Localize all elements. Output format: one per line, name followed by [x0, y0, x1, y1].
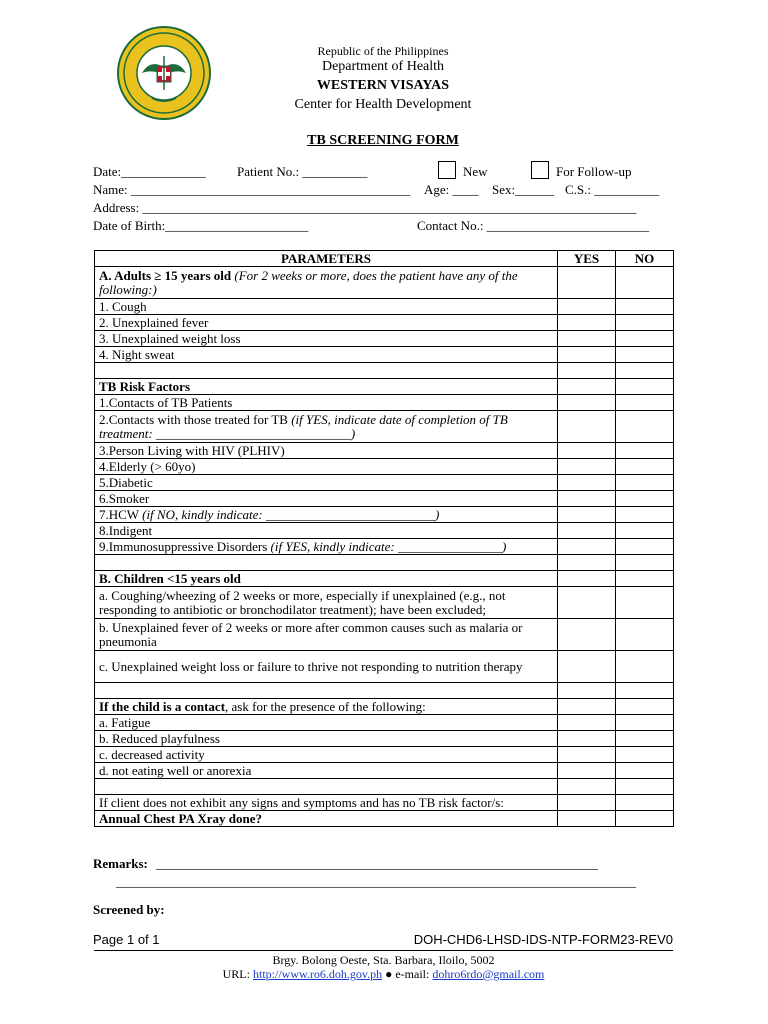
table-row	[95, 315, 674, 331]
no-cell[interactable]	[616, 475, 674, 491]
spacer-row	[95, 683, 674, 699]
yes-cell[interactable]	[558, 347, 616, 363]
no-cell[interactable]	[616, 347, 674, 363]
col-no: NO	[616, 251, 674, 267]
remarks-line-2[interactable]: ________________________________________________________________________________	[116, 874, 636, 889]
table-row	[95, 395, 674, 411]
page-number: Page 1 of 1	[93, 932, 160, 947]
xray-row: Annual Chest PA Xray done?	[95, 811, 558, 827]
contact-item: b. Reduced playfulness	[95, 731, 558, 747]
contact-field[interactable]: Contact No.: _________________________	[417, 218, 650, 233]
risk-item-note: (if NO, kindly indicate: __________________________)	[142, 506, 440, 522]
risk-item: 8.Indigent	[95, 523, 558, 539]
follow-up-label: For Follow-up	[556, 164, 632, 179]
table-row	[95, 651, 674, 683]
no-cell[interactable]	[616, 587, 674, 619]
table-row	[95, 539, 674, 555]
table-row	[95, 331, 674, 347]
yes-cell[interactable]	[558, 747, 616, 763]
risk-item: 9.Immunosuppressive Disorders	[99, 538, 268, 554]
no-cell[interactable]	[616, 379, 674, 395]
new-label: New	[463, 164, 488, 179]
no-cell[interactable]	[616, 731, 674, 747]
risk-item: 5.Diabetic	[95, 475, 558, 491]
parameters-table	[94, 250, 674, 827]
table-row	[95, 731, 674, 747]
yes-cell[interactable]	[558, 411, 616, 443]
yes-cell[interactable]	[558, 475, 616, 491]
yes-cell[interactable]	[558, 811, 616, 827]
footer-address: Brgy. Bolong Oeste, Sta. Barbara, Iloilo, 5002	[272, 953, 495, 967]
email-link[interactable]: dohro6rdo@gmail.com	[432, 967, 545, 981]
no-cell[interactable]	[616, 619, 674, 651]
url-link[interactable]: http://www.ro6.doh.gov.ph	[252, 967, 383, 981]
header-region: WESTERN VISAYAS	[316, 78, 450, 93]
yes-cell[interactable]	[558, 715, 616, 731]
cs-field[interactable]: C.S.: __________	[565, 182, 660, 197]
yes-cell[interactable]	[558, 731, 616, 747]
no-cell[interactable]	[616, 523, 674, 539]
screened-by-label: Screened by:	[93, 902, 165, 917]
child-item: b. Unexplained fever of 2 weeks or more after common causes such as malaria or pneumonia	[95, 619, 558, 651]
contact-heading-rest: , ask for the presence of the following:	[225, 698, 426, 714]
age-field[interactable]: Age: ____	[424, 182, 479, 197]
table-row	[95, 747, 674, 763]
table-row	[95, 347, 674, 363]
table-row	[95, 379, 674, 395]
yes-cell[interactable]	[558, 587, 616, 619]
no-cell[interactable]	[616, 459, 674, 475]
no-cell[interactable]	[616, 267, 674, 299]
table-row	[95, 795, 674, 811]
table-row	[95, 699, 674, 715]
spacer-row	[95, 779, 674, 795]
adult-item: 1. Cough	[95, 299, 558, 315]
table-row	[95, 299, 674, 315]
children-heading: B. Children <15 years old	[95, 571, 558, 587]
adults-heading: A. Adults ≥ 15 years old	[99, 267, 232, 283]
risk-item-note: (if YES, kindly indicate: ________________)	[270, 538, 507, 554]
doh-seal	[117, 26, 211, 120]
col-parameters: PARAMETERS	[95, 251, 558, 267]
table-row	[95, 571, 674, 587]
email-label: e-mail:	[395, 967, 430, 981]
contact-heading: If the child is a contact	[99, 698, 226, 714]
doh-seal-icon	[117, 26, 211, 120]
dob-field[interactable]: Date of Birth:______________________	[93, 218, 309, 233]
yes-cell[interactable]	[558, 267, 616, 299]
table-row	[95, 619, 674, 651]
yes-cell[interactable]	[558, 395, 616, 411]
risk-item: 7.HCW	[99, 506, 139, 522]
form-code: DOH-CHD6-LHSD-IDS-NTP-FORM23-REV0	[413, 932, 673, 947]
table-row	[95, 459, 674, 475]
no-cell[interactable]	[616, 811, 674, 827]
yes-cell[interactable]	[558, 523, 616, 539]
remarks-label: Remarks:	[93, 856, 148, 871]
yes-cell[interactable]	[558, 315, 616, 331]
adult-item: 4. Night sweat	[95, 347, 558, 363]
risk-item: 1.Contacts of TB Patients	[95, 395, 558, 411]
yes-cell[interactable]	[558, 699, 616, 715]
no-cell[interactable]	[616, 491, 674, 507]
no-cell[interactable]	[616, 763, 674, 779]
risk-item: 2.Contacts with those treated for TB	[99, 411, 288, 427]
child-item: c. Unexplained weight loss or failure to thrive not responding to nutrition therapy	[95, 651, 558, 683]
table-row	[95, 411, 674, 443]
col-yes: YES	[558, 251, 616, 267]
footer-contact-line	[94, 967, 673, 981]
table-row	[95, 587, 674, 619]
risk-item: 3.Person Living with HIV (PLHIV)	[95, 443, 558, 459]
no-cell[interactable]	[616, 507, 674, 523]
yes-cell[interactable]	[558, 763, 616, 779]
url-label: URL:	[222, 967, 250, 981]
yes-cell[interactable]	[558, 459, 616, 475]
yes-cell[interactable]	[558, 571, 616, 587]
table-row	[95, 443, 674, 459]
child-item: a. Coughing/wheezing of 2 weeks or more, especially if unexplained (e.g., not responding to antibiotic or bronchodilator treatment); have been excluded;	[95, 587, 558, 619]
risk-heading: TB Risk Factors	[95, 379, 558, 395]
risk-item: 6.Smoker	[95, 491, 558, 507]
yes-cell[interactable]	[558, 379, 616, 395]
header-center: Center for Health Development	[294, 97, 472, 112]
address-field[interactable]: Address: ____________________________________________________________________________	[93, 200, 637, 215]
spacer-row	[95, 363, 674, 379]
contact-item: d. not eating well or anorexia	[95, 763, 558, 779]
patient-no-field[interactable]: Patient No.: __________	[237, 164, 368, 179]
no-cell[interactable]	[616, 411, 674, 443]
no-cell[interactable]	[616, 331, 674, 347]
header-republic: Republic of the Philippines	[317, 44, 449, 58]
table-row	[95, 763, 674, 779]
risk-item-note: (if YES, indicate date of completion of TB treatment: ______________________________)	[99, 411, 508, 441]
risk-item: 4.Elderly (> 60yo)	[95, 459, 558, 475]
adult-item: 2. Unexplained fever	[95, 315, 558, 331]
header-department: Department of Health	[321, 59, 445, 74]
footer-divider	[94, 950, 673, 951]
yes-cell[interactable]	[558, 539, 616, 555]
yes-cell[interactable]	[558, 299, 616, 315]
table-row	[95, 491, 674, 507]
table-row	[95, 507, 674, 523]
no-cell[interactable]	[616, 715, 674, 731]
sex-field[interactable]: Sex:______	[492, 182, 555, 197]
no-signs-row: If client does not exhibit any signs and symptoms and has no TB risk factor/s:	[95, 795, 558, 811]
no-cell[interactable]	[616, 443, 674, 459]
new-checkbox[interactable]	[438, 161, 456, 179]
table-row	[95, 523, 674, 539]
yes-cell[interactable]	[558, 491, 616, 507]
no-cell[interactable]	[616, 699, 674, 715]
follow-up-checkbox[interactable]	[531, 161, 549, 179]
form-title: TB SCREENING FORM	[307, 133, 459, 148]
remarks-line-1[interactable]: ____________________________________________________________________	[156, 856, 598, 871]
contact-item: a. Fatigue	[95, 715, 558, 731]
no-cell[interactable]	[616, 315, 674, 331]
yes-cell[interactable]	[558, 619, 616, 651]
date-field[interactable]: Date:_____________	[93, 164, 206, 179]
contact-item: c. decreased activity	[95, 747, 558, 763]
yes-cell[interactable]	[558, 795, 616, 811]
yes-cell[interactable]	[558, 443, 616, 459]
table-row	[95, 267, 674, 299]
adults-question: (For 2 weeks or more, does the patient have any of the following:)	[99, 267, 518, 297]
no-cell[interactable]	[616, 747, 674, 763]
table-row	[95, 715, 674, 731]
yes-cell[interactable]	[558, 331, 616, 347]
name-field[interactable]: Name: ___________________________________________	[93, 182, 411, 197]
no-cell[interactable]	[616, 299, 674, 315]
no-cell[interactable]	[616, 571, 674, 587]
spacer-row	[95, 555, 674, 571]
no-cell[interactable]	[616, 395, 674, 411]
adult-item: 3. Unexplained weight loss	[95, 331, 558, 347]
no-cell[interactable]	[616, 651, 674, 683]
table-row	[95, 475, 674, 491]
no-cell[interactable]	[616, 795, 674, 811]
bullet-icon: ●	[385, 967, 393, 981]
yes-cell[interactable]	[558, 507, 616, 523]
yes-cell[interactable]	[558, 651, 616, 683]
no-cell[interactable]	[616, 539, 674, 555]
table-row	[95, 811, 674, 827]
